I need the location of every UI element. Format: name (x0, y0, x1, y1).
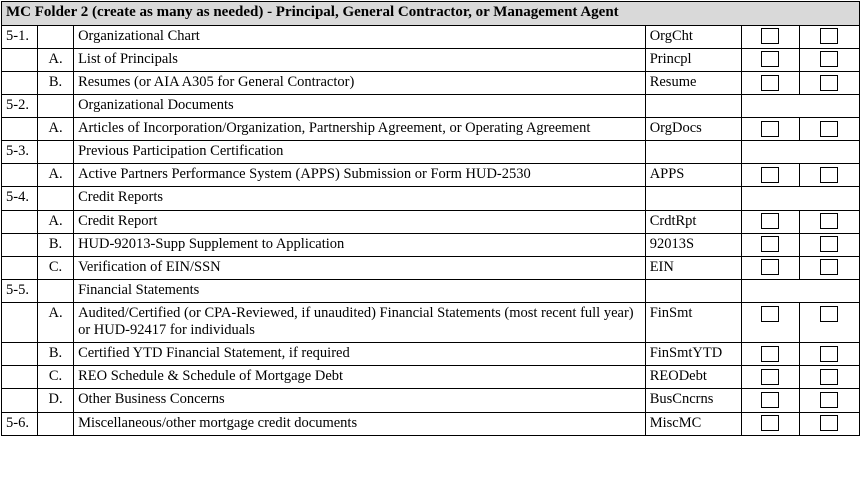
table-row (2, 279, 860, 302)
table-row (2, 389, 860, 412)
row-number (2, 343, 38, 366)
checkbox-reviewed-icon[interactable] (820, 121, 838, 137)
checkbox-reviewed-icon[interactable] (820, 236, 838, 252)
row-number (2, 210, 38, 233)
row-description: Organizational Documents (74, 95, 646, 118)
row-description: Financial Statements (74, 279, 646, 302)
row-number: 5-5. (2, 279, 38, 302)
checkbox-received-icon[interactable] (761, 51, 779, 67)
row-letter (38, 412, 74, 435)
row-code (645, 95, 741, 118)
table-row (2, 187, 860, 210)
checkbox-cell-reviewed[interactable] (799, 118, 859, 141)
table-row (2, 141, 860, 164)
row-letter: B. (38, 233, 74, 256)
row-number: 5-6. (2, 412, 38, 435)
table-row (2, 256, 860, 279)
checkbox-cell-reviewed[interactable] (799, 233, 859, 256)
row-number (2, 366, 38, 389)
row-letter: A. (38, 210, 74, 233)
row-code: Resume (645, 71, 741, 94)
checkbox-received-icon[interactable] (761, 75, 779, 91)
row-code: EIN (645, 256, 741, 279)
checkbox-cell-reviewed[interactable] (799, 164, 859, 187)
checkbox-cell-reviewed[interactable] (799, 210, 859, 233)
table-row (2, 303, 860, 343)
table-row (2, 118, 860, 141)
row-code: APPS (645, 164, 741, 187)
checkbox-reviewed-icon[interactable] (820, 369, 838, 385)
table-row (2, 164, 860, 187)
checkbox-cell-received[interactable] (741, 389, 799, 412)
row-number (2, 389, 38, 412)
checkbox-cell-received[interactable] (741, 233, 799, 256)
row-letter (38, 95, 74, 118)
row-description: Audited/Certified (or CPA-Reviewed, if unaudited) Financial Statements (most recent full year) or HUD-92417 for individuals (74, 303, 646, 343)
row-number (2, 71, 38, 94)
checkbox-cell-empty (741, 95, 859, 118)
checkbox-cell-received[interactable] (741, 210, 799, 233)
row-number (2, 48, 38, 71)
checkbox-cell-reviewed[interactable] (799, 412, 859, 435)
table-row (2, 366, 860, 389)
row-letter (38, 141, 74, 164)
row-description: Other Business Concerns (74, 389, 646, 412)
table-row (2, 412, 860, 435)
row-description: List of Principals (74, 48, 646, 71)
checkbox-reviewed-icon[interactable] (820, 213, 838, 229)
checkbox-reviewed-icon[interactable] (820, 28, 838, 44)
row-letter: C. (38, 256, 74, 279)
table-row (2, 25, 860, 48)
checkbox-cell-received[interactable] (741, 256, 799, 279)
row-number: 5-3. (2, 141, 38, 164)
row-description: Active Partners Performance System (APPS) Submission or Form HUD-2530 (74, 164, 646, 187)
checkbox-cell-empty (741, 187, 859, 210)
row-code: REODebt (645, 366, 741, 389)
checkbox-cell-reviewed[interactable] (799, 389, 859, 412)
row-description: Certified YTD Financial Statement, if required (74, 343, 646, 366)
row-description: Previous Participation Certification (74, 141, 646, 164)
row-number: 5-1. (2, 25, 38, 48)
row-code: CrdtRpt (645, 210, 741, 233)
checkbox-reviewed-icon[interactable] (820, 306, 838, 322)
row-letter: A. (38, 303, 74, 343)
row-description: Verification of EIN/SSN (74, 256, 646, 279)
checkbox-cell-reviewed[interactable] (799, 343, 859, 366)
row-code: BusCncrns (645, 389, 741, 412)
checkbox-cell-received[interactable] (741, 164, 799, 187)
checkbox-received-icon[interactable] (761, 259, 779, 275)
checklist-body (2, 2, 860, 436)
checkbox-reviewed-icon[interactable] (820, 167, 838, 183)
row-code: Princpl (645, 48, 741, 71)
row-letter: B. (38, 343, 74, 366)
checkbox-received-icon[interactable] (761, 306, 779, 322)
checkbox-cell-reviewed[interactable] (799, 25, 859, 48)
checkbox-cell-received[interactable] (741, 118, 799, 141)
checkbox-cell-received[interactable] (741, 303, 799, 343)
checkbox-cell-received[interactable] (741, 343, 799, 366)
row-letter: A. (38, 48, 74, 71)
row-code: MiscMC (645, 412, 741, 435)
row-number: 5-2. (2, 95, 38, 118)
checkbox-received-icon[interactable] (761, 28, 779, 44)
row-description: Credit Report (74, 210, 646, 233)
checkbox-received-icon[interactable] (761, 236, 779, 252)
row-description: Articles of Incorporation/Organization, Partnership Agreement, or Operating Agreement (74, 118, 646, 141)
checkbox-reviewed-icon[interactable] (820, 51, 838, 67)
checkbox-received-icon[interactable] (761, 121, 779, 137)
row-letter: B. (38, 71, 74, 94)
row-description: Miscellaneous/other mortgage credit documents (74, 412, 646, 435)
checkbox-cell-received[interactable] (741, 366, 799, 389)
row-number (2, 256, 38, 279)
row-code: OrgCht (645, 25, 741, 48)
checkbox-cell-received[interactable] (741, 25, 799, 48)
checkbox-cell-reviewed[interactable] (799, 71, 859, 94)
row-description: Resumes (or AIA A305 for General Contractor) (74, 71, 646, 94)
row-number (2, 118, 38, 141)
row-letter (38, 187, 74, 210)
row-code (645, 279, 741, 302)
row-letter (38, 25, 74, 48)
table-header-row (2, 2, 860, 26)
table-row (2, 48, 860, 71)
checkbox-cell-received[interactable] (741, 412, 799, 435)
row-description: Organizational Chart (74, 25, 646, 48)
checkbox-reviewed-icon[interactable] (820, 346, 838, 362)
row-code: FinSmt (645, 303, 741, 343)
table-row (2, 71, 860, 94)
checkbox-cell-reviewed[interactable] (799, 366, 859, 389)
section-title: MC Folder 2 (create as many as needed) - Principal, General Contractor, or Management Agent (2, 2, 860, 26)
checkbox-cell-reviewed[interactable] (799, 303, 859, 343)
row-number (2, 164, 38, 187)
checkbox-cell-empty (741, 141, 859, 164)
table-row (2, 95, 860, 118)
table-row (2, 210, 860, 233)
table-row (2, 343, 860, 366)
row-letter: A. (38, 164, 74, 187)
checkbox-cell-reviewed[interactable] (799, 256, 859, 279)
checkbox-received-icon[interactable] (761, 392, 779, 408)
row-description: Credit Reports (74, 187, 646, 210)
checkbox-reviewed-icon[interactable] (820, 259, 838, 275)
checkbox-reviewed-icon[interactable] (820, 415, 838, 431)
row-description: REO Schedule & Schedule of Mortgage Debt (74, 366, 646, 389)
row-code: FinSmtYTD (645, 343, 741, 366)
checkbox-cell-received[interactable] (741, 71, 799, 94)
checkbox-received-icon[interactable] (761, 415, 779, 431)
row-code (645, 141, 741, 164)
row-number: 5-4. (2, 187, 38, 210)
checkbox-cell-empty (741, 279, 859, 302)
checkbox-received-icon[interactable] (761, 213, 779, 229)
checkbox-received-icon[interactable] (761, 167, 779, 183)
checkbox-reviewed-icon[interactable] (820, 75, 838, 91)
row-code: 92013S (645, 233, 741, 256)
table-row (2, 233, 860, 256)
checkbox-cell-reviewed[interactable] (799, 48, 859, 71)
row-letter: C. (38, 366, 74, 389)
mc-folder-checklist-table (1, 1, 860, 436)
checkbox-received-icon[interactable] (761, 369, 779, 385)
row-letter: A. (38, 118, 74, 141)
checkbox-cell-received[interactable] (741, 48, 799, 71)
row-number (2, 303, 38, 343)
row-letter: D. (38, 389, 74, 412)
row-number (2, 233, 38, 256)
row-letter (38, 279, 74, 302)
checkbox-reviewed-icon[interactable] (820, 392, 838, 408)
row-code: OrgDocs (645, 118, 741, 141)
row-code (645, 187, 741, 210)
checkbox-received-icon[interactable] (761, 346, 779, 362)
row-description: HUD-92013-Supp Supplement to Application (74, 233, 646, 256)
